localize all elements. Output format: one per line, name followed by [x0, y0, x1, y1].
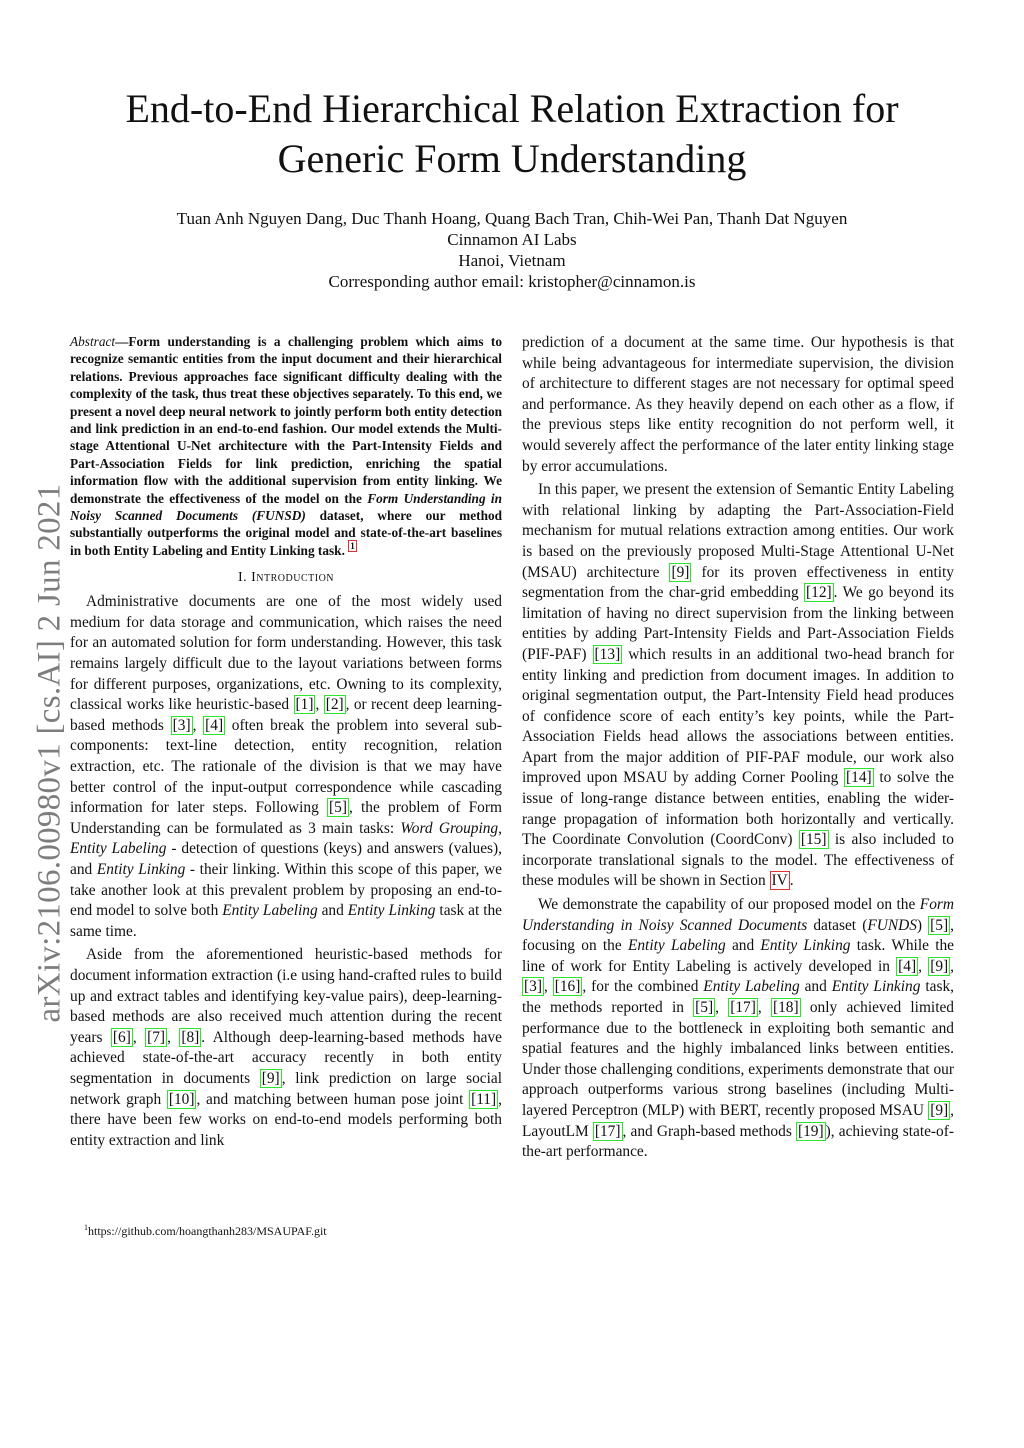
text-run: , [543, 978, 553, 996]
left-column [70, 333, 502, 1151]
arxiv-sidebar [30, 463, 70, 1043]
abstract-label: Abstract [70, 334, 116, 349]
corresponding-email: Corresponding author email: kristopher@cinnamon.is [328, 272, 696, 291]
text-run: , [715, 999, 729, 1016]
text-run: , the problem of Form Understanding can be formulated as 3 main tasks: [70, 799, 502, 837]
italic-term: Entity Linking [96, 861, 186, 878]
citation-link[interactable]: [7] [147, 1028, 166, 1046]
text-run: dataset ( [807, 916, 868, 934]
citation-link[interactable]: [4] [898, 957, 917, 975]
text-run: , or recent deep learning-based methods [70, 696, 502, 734]
italic-term: FUNDS [867, 916, 917, 934]
footnote-url[interactable]: https://github.com/hoangthanh283/MSAUPAF.git [88, 1224, 327, 1238]
footnote-mark: 1 [84, 1223, 88, 1232]
text-run: Administrative documents are one of the most widely used medium for data storage and communication, which raises the need for an automated solution for form understanding. However, this task remains largely difficult due to the layout variations between forms for different purposes, organizations, etc. Owning to its complexity, classical works like heuristic-based [70, 593, 502, 714]
italic-term: Word Grouping [400, 819, 499, 837]
citation-link[interactable]: [12] [806, 584, 832, 602]
citation-link[interactable]: [14] [846, 769, 872, 787]
text-run: , [167, 1028, 180, 1046]
footnote-link[interactable]: 1 [350, 541, 355, 552]
text-run: to solve the issue of long-range distance between entities, enabling the wider-range propagation of information both horizontally and vertically. The Coordinate Convolution (CoordConv) [522, 769, 954, 849]
italic-term: Form Understanding in Noisy Scanned Documents [522, 896, 954, 934]
abstract-dash: — [115, 334, 129, 349]
citation-link[interactable]: [18] [772, 999, 799, 1016]
paper-title [60, 84, 964, 184]
citation-link[interactable]: [15] [800, 831, 827, 849]
text-run: . We go beyond its limitation of having no direct supervision from the linking between entities by adding Part-Intensity Fields and Part-Association Fields (PIF-PAF) [522, 584, 955, 663]
citation-link[interactable]: [2] [325, 696, 344, 714]
text-run: We demonstrate the capability of our proposed model on the [538, 896, 920, 914]
abstract-dataset-name: Form Understanding in Noisy Scanned Documents (FUNSD) [70, 490, 502, 524]
text-run: . [789, 872, 794, 890]
text-run: Aside from the aforementioned heuristic-based methods for document information extraction (i.e using hand-crafted rules to build up and extract tables and identifying key-value pairs), deep-learning-based methods are also received much attention during the recent years [70, 946, 502, 1046]
text-run: , [498, 819, 502, 837]
location: Hanoi, Vietnam [458, 251, 566, 270]
text-run: is also included to incorporate translational signals to the model. The effectiveness of these modules will be shown in Section [522, 831, 955, 890]
text-run: and [799, 978, 832, 996]
text-run: - their linking. Within this scope of this paper, we take another look at this prevalent problem by proposing an end-to-end model to solve both [70, 861, 502, 920]
citation-link[interactable]: [9] [671, 563, 690, 581]
citation-link[interactable]: [3] [172, 716, 191, 734]
citation-link[interactable]: [13] [594, 645, 621, 663]
citation-link[interactable]: [5] [695, 999, 714, 1016]
text-run: , [757, 999, 771, 1016]
title-line-2: Generic Form Understanding [277, 136, 747, 181]
italic-term: Entity Labeling [222, 902, 318, 920]
citation-link[interactable]: [9] [930, 1101, 949, 1119]
text-run: , [315, 696, 324, 714]
citation-link[interactable]: [17] [594, 1122, 621, 1140]
section-heading-introduction [70, 570, 502, 586]
text-run: , [132, 1028, 146, 1046]
text-run: , [950, 957, 955, 975]
title-line-1: End-to-End Hierarchical Relation Extraction for [125, 86, 899, 131]
text-run: task at the same time. [70, 902, 503, 940]
citation-link[interactable]: [11] [471, 1090, 497, 1108]
right-column [522, 333, 954, 1163]
italic-term: Entity Linking [760, 937, 851, 955]
text-run: , [192, 716, 204, 734]
abstract-body-1: Form understanding is a challenging problem which aims to recognize semantic entities from the input document and their hierarchical relations. Previous approaches face significant difficulty dealing with the complexity of the task, thus treat these objectives separately. To this end, we present a novel deep neural network to jointly perform both entity detection and link prediction in an end-to-end fashion. Our model extends the Multi-stage Attentional U-Net architecture with the Part-Intensity Fields and Part-Association Fields for link prediction, enriching the spatial information flow with the additional supervision from entity linking. We demonstrate the effectiveness of the model on the [70, 334, 502, 506]
citation-link[interactable]: [3] [524, 978, 542, 996]
text-run: , LayoutLM [522, 1101, 954, 1140]
citation-link[interactable]: [16] [554, 978, 581, 996]
text-run: ) [916, 916, 929, 934]
section-number: I. [237, 570, 248, 586]
text-run: , link prediction on large social network graph [70, 1069, 502, 1108]
text-run: for its proven effectiveness in entity segmentation from the char-grid embedding [522, 563, 954, 602]
italic-term: Entity Labeling [703, 978, 800, 996]
text-run: , focusing on the [522, 916, 954, 955]
citation-link[interactable]: [5] [329, 799, 347, 817]
citation-link[interactable]: [4] [205, 716, 224, 734]
italic-term: Entity Linking [347, 902, 436, 920]
affiliation: Cinnamon AI Labs [447, 230, 577, 249]
intro-paragraph-2 [70, 945, 502, 1151]
abstract-body-2: dataset, where our method substantially outperforms the original model and state-of-the-art baselines in both Entity Labeling and Entity Linking task. [70, 508, 503, 558]
footnote [84, 1220, 504, 1239]
text-run: , there have been few works on end-to-end models performing both entity extraction and link [70, 1090, 502, 1149]
author-block [40, 208, 984, 292]
text-run: often break the problem into several sub-components: text-line detection, entity recognition, relation extraction, etc. The rationale of the division is that we may have better control of the input-output correspondence while cascading information for later steps. Following [70, 716, 502, 817]
right-paragraph-3 [522, 895, 954, 1163]
citation-link[interactable]: [17] [730, 999, 756, 1016]
text-run: In this paper, we present the extension of Semantic Entity Labeling with relational linking by adapting the Part-Association-Field mechanism for mutual relations extraction among entities. Our work is based on the previously proposed Multi-Stage Attentional U-Net (MSAU) architecture [522, 481, 954, 581]
text-run: , for the combined [582, 978, 704, 996]
italic-term: Entity Linking [831, 978, 921, 996]
italic-term: Entity Labeling [627, 937, 726, 955]
arxiv-identifier: arXiv:2106.00980v1 [cs.AI] 2 Jun 2021 [31, 483, 68, 1023]
text-run: . Although deep-learning-based methods have achieved state-of-the-art accuracy recently in both entity segmentation in documents [70, 1028, 503, 1087]
citation-link[interactable]: [10] [168, 1090, 195, 1108]
citation-link[interactable]: [9] [261, 1069, 280, 1087]
section-title: Introduction [251, 570, 335, 586]
right-paragraph-2 [522, 480, 954, 892]
section-link[interactable]: IV [771, 872, 788, 890]
text-run: task. While the line of work for Entity Labeling is actively developed in [522, 937, 954, 975]
text-run: only achieved limited performance due to the bottleneck in exploiting both semantic and spatial features and the highly imbalanced links between entities. Under those challenging conditions, experiments demonstrate that our approach outperforms various strong baselines (including Multi-layered Perceptron (MLP) with BERT, recently proposed MSAU [522, 999, 954, 1119]
text-run: , [918, 957, 929, 975]
author-list: Tuan Anh Nguyen Dang, Duc Thanh Hoang, Quang Bach Tran, Chih-Wei Pan, Thanh Dat Nguyen [176, 209, 848, 228]
citation-link[interactable]: [19] [797, 1122, 824, 1140]
abstract [70, 333, 502, 559]
citation-link[interactable]: [1] [295, 696, 314, 714]
citation-link[interactable]: [5] [930, 916, 949, 934]
text-run: , and Graph-based methods [622, 1122, 796, 1140]
text-run: - detection of questions (keys) and answers (values), and [70, 840, 502, 878]
text-run: which results in an additional two-head branch for entity linking and prediction from document images. In addition to original segmentation output, the Part-Intensity Field head produces of confidence score of each entity’s key points, while the Part-Association Fields head allows the associations between entities. Apart from the major addition of PIF-PAF module, our work also improved upon MSAU by adding Corner Pooling [522, 645, 954, 787]
text-run: ), achieving state-of-the-art performance. [522, 1122, 955, 1161]
intro-paragraph-1 [70, 592, 502, 942]
text-run: task, the methods reported in [522, 978, 954, 1016]
text-run: and [317, 902, 348, 920]
citation-link[interactable]: [9] [930, 957, 949, 975]
right-paragraph-1: prediction of a document at the same time. Our hypothesis is that while being advantageous for intermediate supervision, the division of architecture to different stages are not necessary for optimal speed and performance. As they heavily depend on each other as a flow, if the previous steps like entity recognition do not perform well, it would severely affect the performance of the later entity linking stage by error accumulations. [522, 334, 954, 475]
text-run: , and matching between human pose joint [196, 1090, 470, 1108]
italic-term: Entity Labeling [70, 840, 167, 858]
text-run: and [725, 937, 761, 955]
citation-link[interactable]: [8] [181, 1028, 200, 1046]
citation-link[interactable]: [6] [112, 1028, 131, 1046]
